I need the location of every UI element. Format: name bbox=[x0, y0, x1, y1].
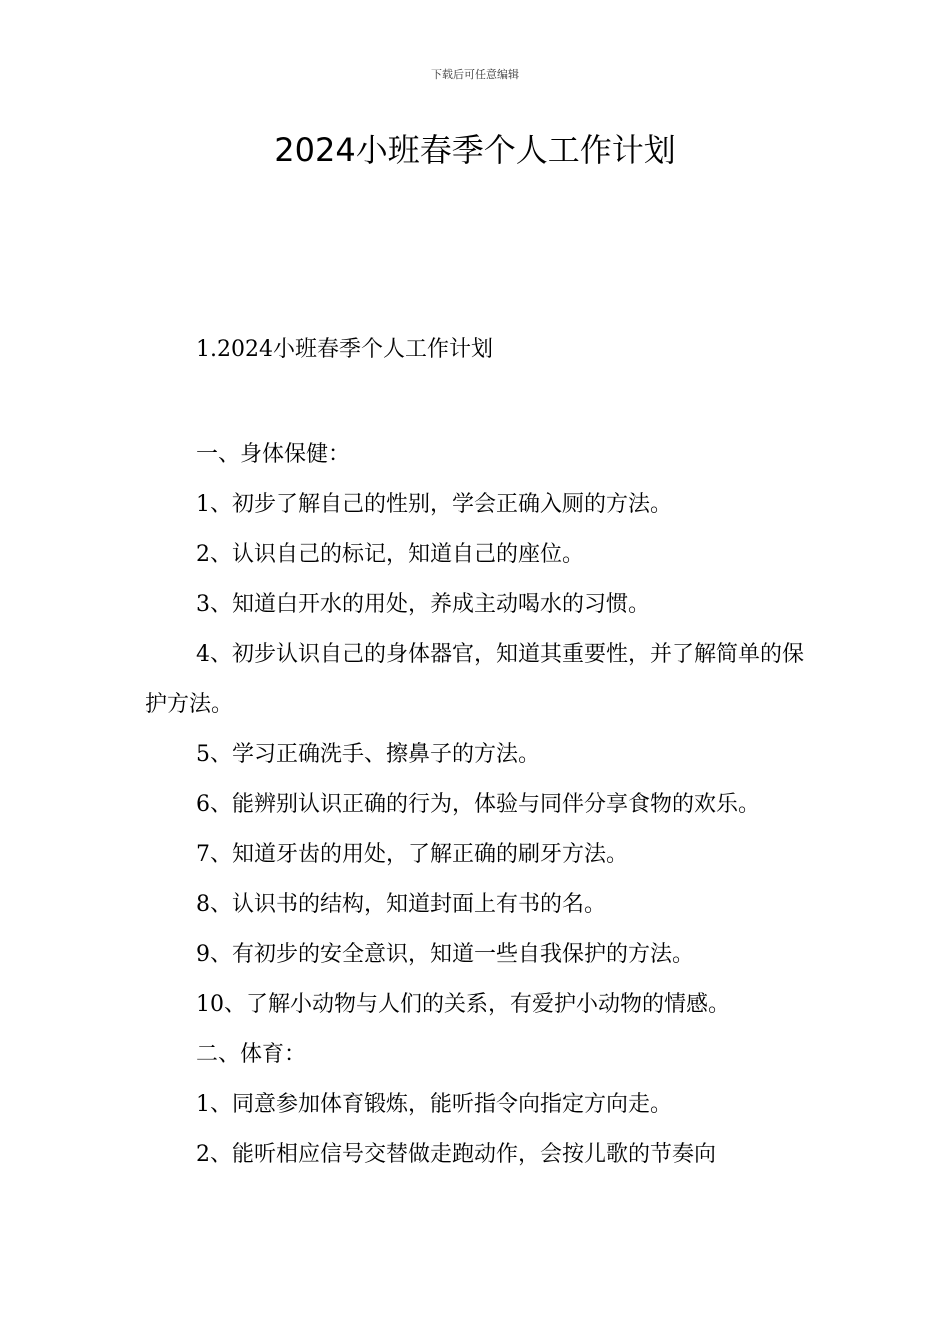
paragraph: 5、学习正确洗手、擦鼻子的方法。 bbox=[196, 742, 540, 767]
paragraph-section-heading: 一、身体保健： bbox=[196, 442, 351, 467]
paragraph: 8、认识书的结构，知道封面上有书的名。 bbox=[196, 892, 606, 917]
page-header-note: 下载后可任意编辑 bbox=[431, 68, 519, 81]
paragraph: 7、知道牙齿的用处，了解正确的刷牙方法。 bbox=[196, 842, 628, 867]
paragraph: 6、能辨别认识正确的行为，体验与同伴分享食物的欢乐。 bbox=[196, 792, 760, 817]
paragraph: 1、初步了解自己的性别，学会正确入厕的方法。 bbox=[196, 492, 672, 517]
paragraph: 4、初步认识自己的身体器官，知道其重要性，并了解简单的保护方法。 bbox=[145, 642, 804, 717]
paragraph-section-heading: 二、体育： bbox=[196, 1042, 307, 1067]
paragraph: 3、知道白开水的用处，养成主动喝水的习惯。 bbox=[196, 592, 650, 617]
paragraph: 2、认识自己的标记，知道自己的座位。 bbox=[196, 542, 584, 567]
document-body bbox=[145, 430, 810, 1180]
paragraph: 10、了解小动物与人们的关系，有爱护小动物的情感。 bbox=[196, 992, 730, 1017]
paragraph: 1、同意参加体育锻炼，能听指令向指定方向走。 bbox=[196, 1092, 672, 1117]
section-subtitle: 1.2024小班春季个人工作计划 bbox=[196, 337, 493, 362]
paragraph: 9、有初步的安全意识，知道一些自我保护的方法。 bbox=[196, 942, 694, 967]
document-title: 2024小班春季个人工作计划 bbox=[274, 131, 676, 169]
paragraph: 2、能听相应信号交替做走跑动作，会按儿歌的节奏向 bbox=[196, 1142, 716, 1167]
